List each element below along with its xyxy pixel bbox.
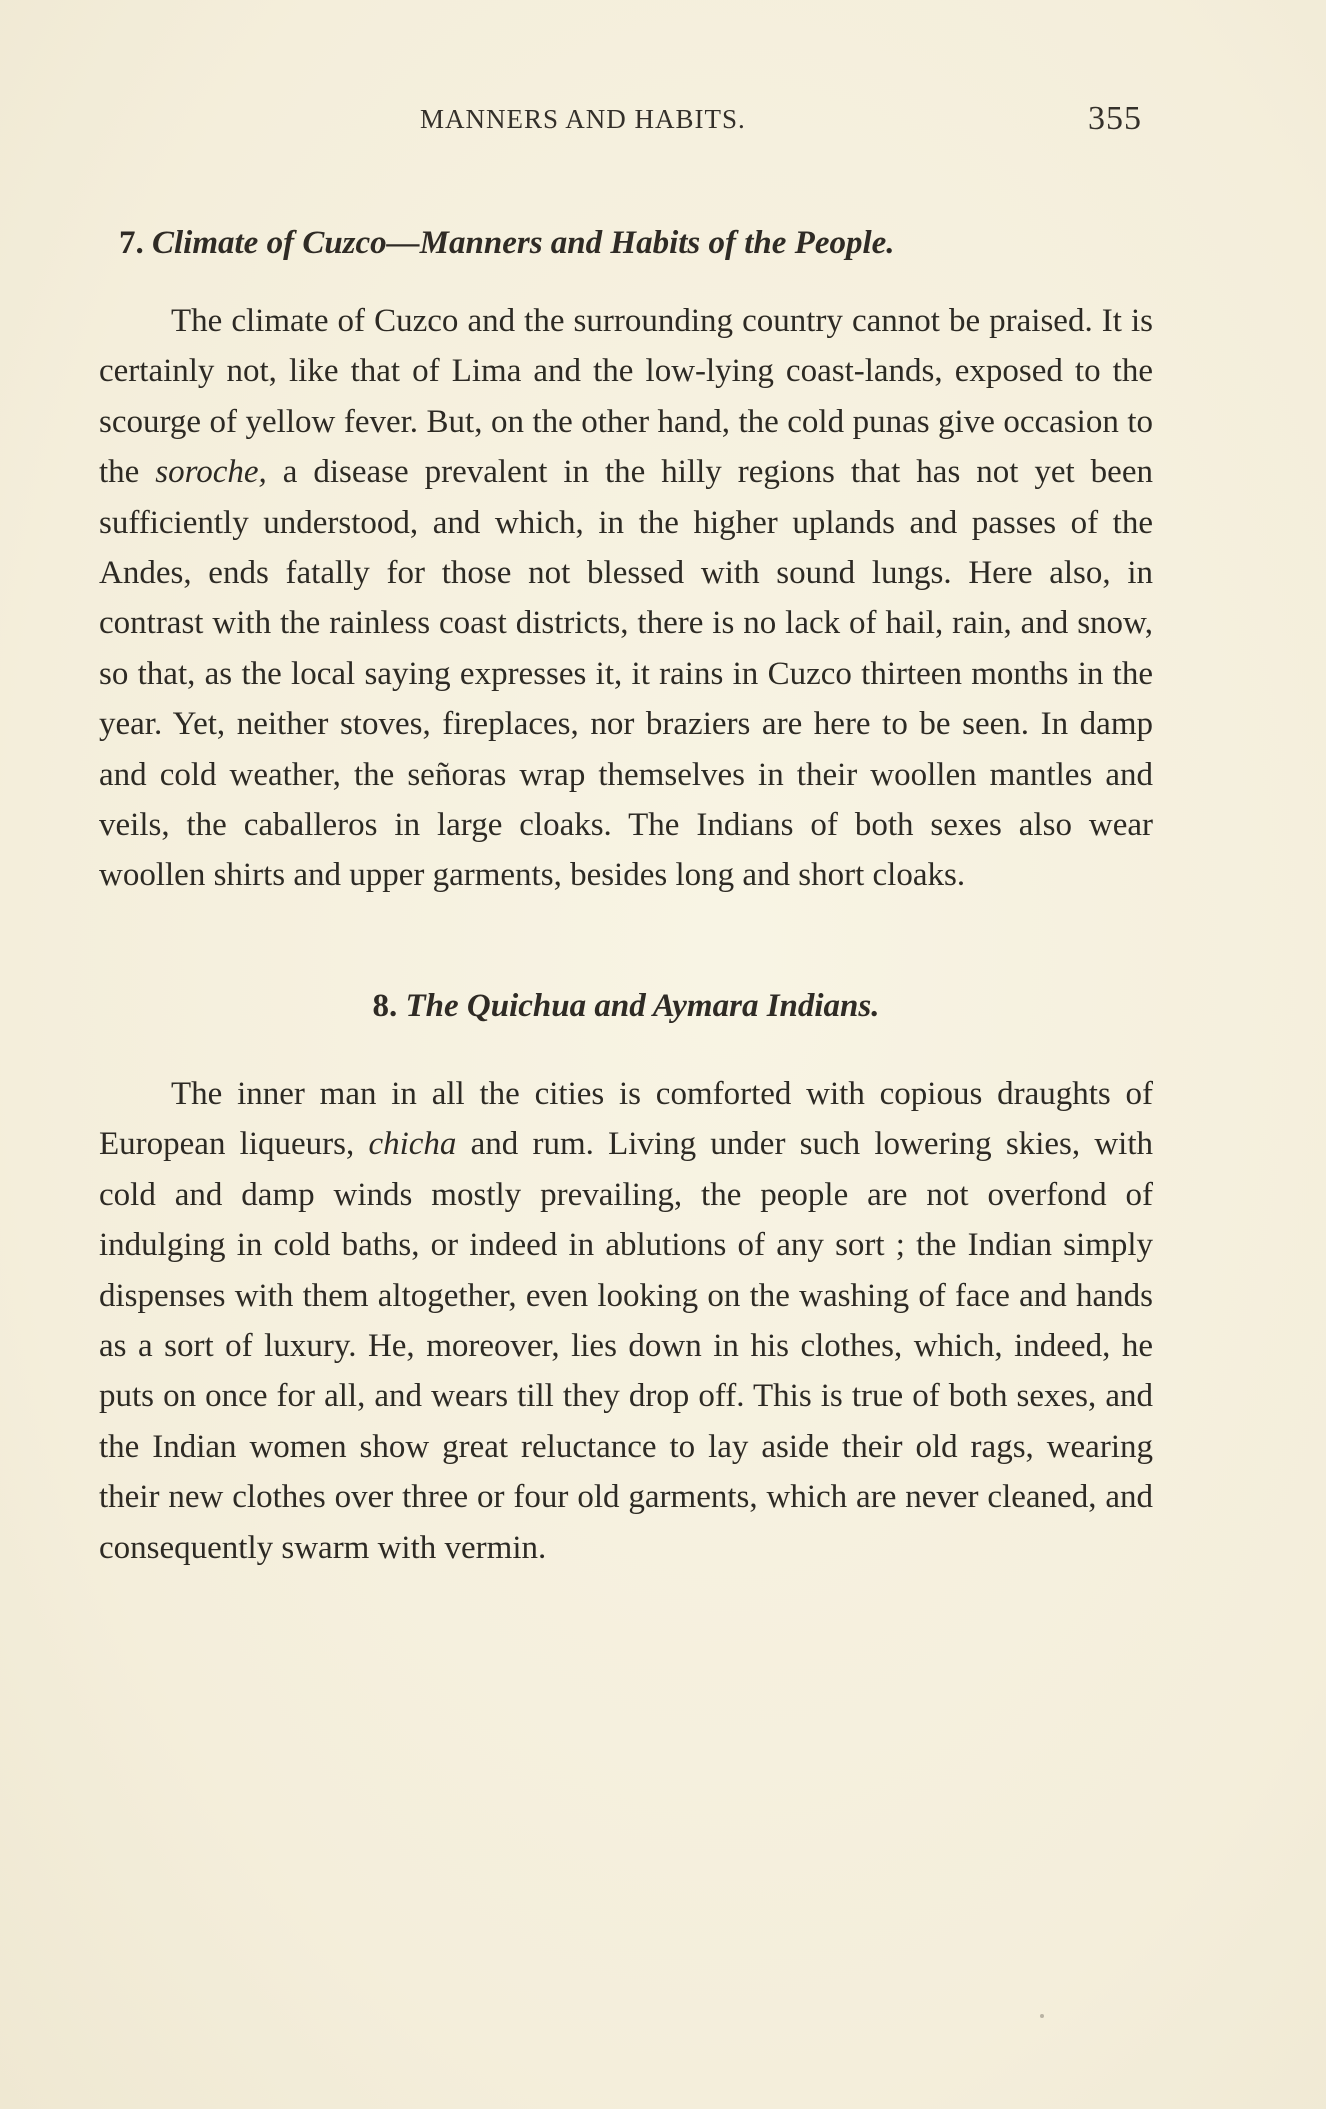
page-number: 355 (1088, 100, 1142, 137)
paper-speck (1040, 2014, 1044, 2018)
section-8-text-part2: and rum. Living under such lowering skies, with cold and damp winds mostly prevailing, the people are not overfond of indulging in cold baths, or indeed in ablutions of any sort ; the Indian simply dispenses with them altogether, even looking on the washing of face and hands as a sort of luxury. He, moreover, lies down in his clothes, which, indeed, he puts on once for all, and wears till they drop off. This is true of both sexes, and the Indian women show great reluctance to lay aside their old rags, wearing their new clothes over three or four old garments, which are never cleaned, and consequently swarm with vermin. (99, 1126, 1153, 1566)
running-title: MANNERS AND HABITS. (420, 104, 746, 134)
section-8-paragraph (99, 1069, 1153, 1573)
section-8-text-part1: The inner man in all the cities is comforted with copious draughts of European liqueurs, (99, 1075, 1153, 1163)
section-7-text-part2: a disease prevalent in the hilly regions that has not yet been sufficiently understood, and which, in the higher uplands and passes of the Andes, ends fatally for those not blessed with sound lungs. Here also, in contrast with the rainless coast districts, there is no lack of hail, rain, and snow, so that, as the local saying expresses it, it rains in Cuzco thirteen months in the year. Yet, neither stoves, fireplaces, nor braziers are here to be seen. In damp and cold weather, the señoras wrap themselves in their woollen mantles and veils, the caballeros in large cloaks. The Indians of both sexes also wear woollen shirts and upper garments, besides long and short cloaks. (99, 454, 1153, 894)
text-block (99, 220, 1153, 1573)
running-head (0, 100, 1326, 144)
section-7-italic-term: soroche, (155, 454, 267, 491)
section-8-italic-term: chicha (368, 1126, 457, 1163)
section-7-heading (99, 220, 1153, 266)
section-7-title: Climate of Cuzco—Manners and Habits of the People. (152, 225, 895, 261)
section-8-title: The Quichua and Aymara Indians. (405, 987, 880, 1024)
section-7-number: 7. (119, 225, 144, 261)
section-7-text-part1: The climate of Cuzco and the surrounding country cannot be praised. It is certainly not, like that of Lima and the low-lying coast-lands, exposed to the scourge of yellow fever. But, on the other hand, the cold punas give occasion to the (99, 303, 1153, 491)
section-8-heading (99, 983, 1153, 1029)
section-7-paragraph (99, 296, 1153, 901)
section-8-number: 8. (372, 987, 398, 1024)
